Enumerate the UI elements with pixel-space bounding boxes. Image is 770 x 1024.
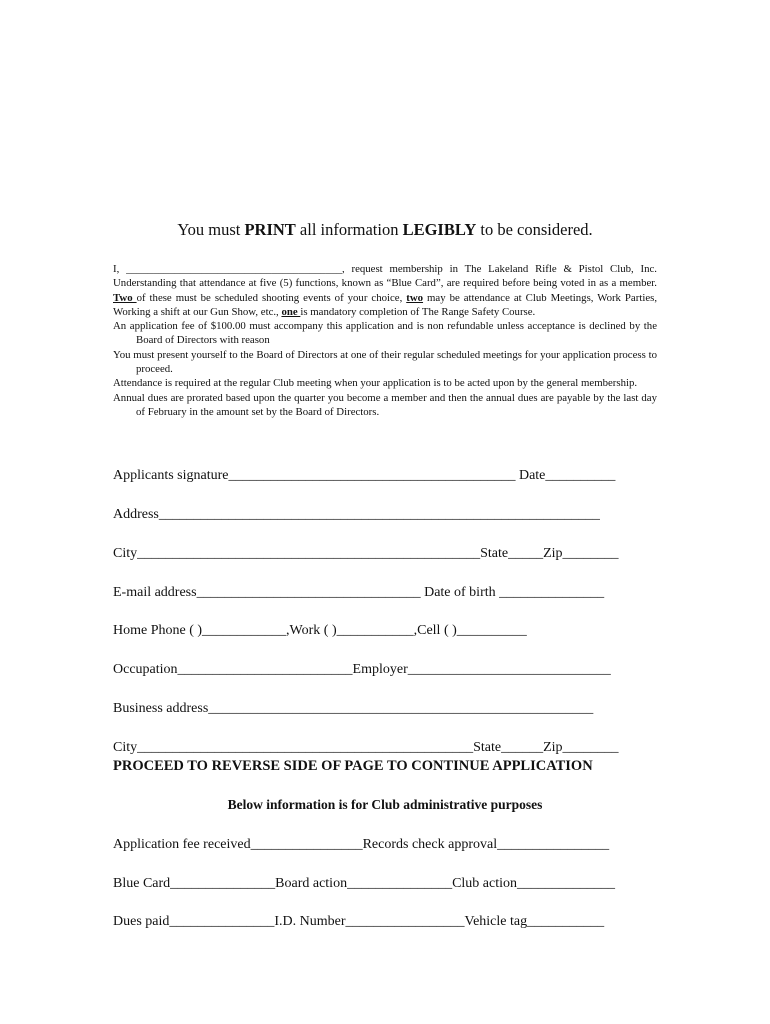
legibly-emphasis: LEGIBLY: [402, 220, 477, 239]
page-heading: You must PRINT all information LEGIBLY to be considered.: [177, 220, 593, 239]
membership-terms: [113, 262, 657, 419]
address-field[interactable]: Address_______________________________________________________________: [113, 507, 600, 522]
attendance-paragraph: Attendance is required at the regular Club meeting when your application is to be acted upon by the general membership.: [113, 377, 638, 390]
email-dob-field[interactable]: E-mail address________________________________ Date of birth _______________: [113, 585, 605, 600]
board-presentation-paragraph: You must present yourself to the Board of Directors at one of their regular scheduled meetings for your application process to proceed.: [113, 348, 657, 376]
phone-numbers-field[interactable]: Home Phone ( )____________,Work ( )___________,Cell ( )__________: [113, 623, 527, 638]
business-city-state-zip-field[interactable]: City________________________________________________State______Zip________: [113, 740, 619, 755]
city-state-zip-field[interactable]: City_________________________________________________State_____Zip________: [113, 546, 619, 561]
proceed-instruction: PROCEED TO REVERSE SIDE OF PAGE TO CONTINUE APPLICATION: [113, 758, 593, 774]
business-address-field[interactable]: Business address_______________________________________________________: [113, 701, 594, 716]
fee-records-field[interactable]: Application fee received________________Records check approval________________: [113, 837, 610, 852]
bluecard-board-club-field[interactable]: Blue Card_______________Board action_______________Club action______________: [113, 876, 616, 891]
annual-dues-paragraph: Annual dues are prorated based upon the quarter you become a member and then the annual dues are payable by the last day of February in the amount set by the Board of Directors.: [113, 391, 657, 418]
admin-section-heading: Below information is for Club administrative purposes: [227, 797, 543, 812]
dues-id-vehicle-field[interactable]: Dues paid_______________I.D. Number_________________Vehicle tag___________: [113, 914, 605, 929]
application-fee-paragraph: An application fee of $100.00 must accompany this application and is non refundable unless acceptance is declined by the Board of Directors with reason: [113, 320, 657, 347]
occupation-employer-field[interactable]: Occupation_________________________Employer_____________________________: [113, 662, 611, 677]
membership-request-paragraph: I, ________________________________________, request membership in The Lakeland Rifle & Pistol Club, Inc. Understanding that attendance at five (5) functions, known as “Blue Card”, are required before being voted in as a member. Two of these must be scheduled shooting events of your choice, two may be attendance at Club Meetings, Work Parties, Working a shift at our Gun Show, etc., one is mandatory completion of The Range Safety Course.: [113, 263, 658, 318]
print-emphasis: PRINT: [244, 220, 296, 239]
signature-date-field[interactable]: Applicants signature_________________________________________ Date__________: [113, 468, 616, 483]
